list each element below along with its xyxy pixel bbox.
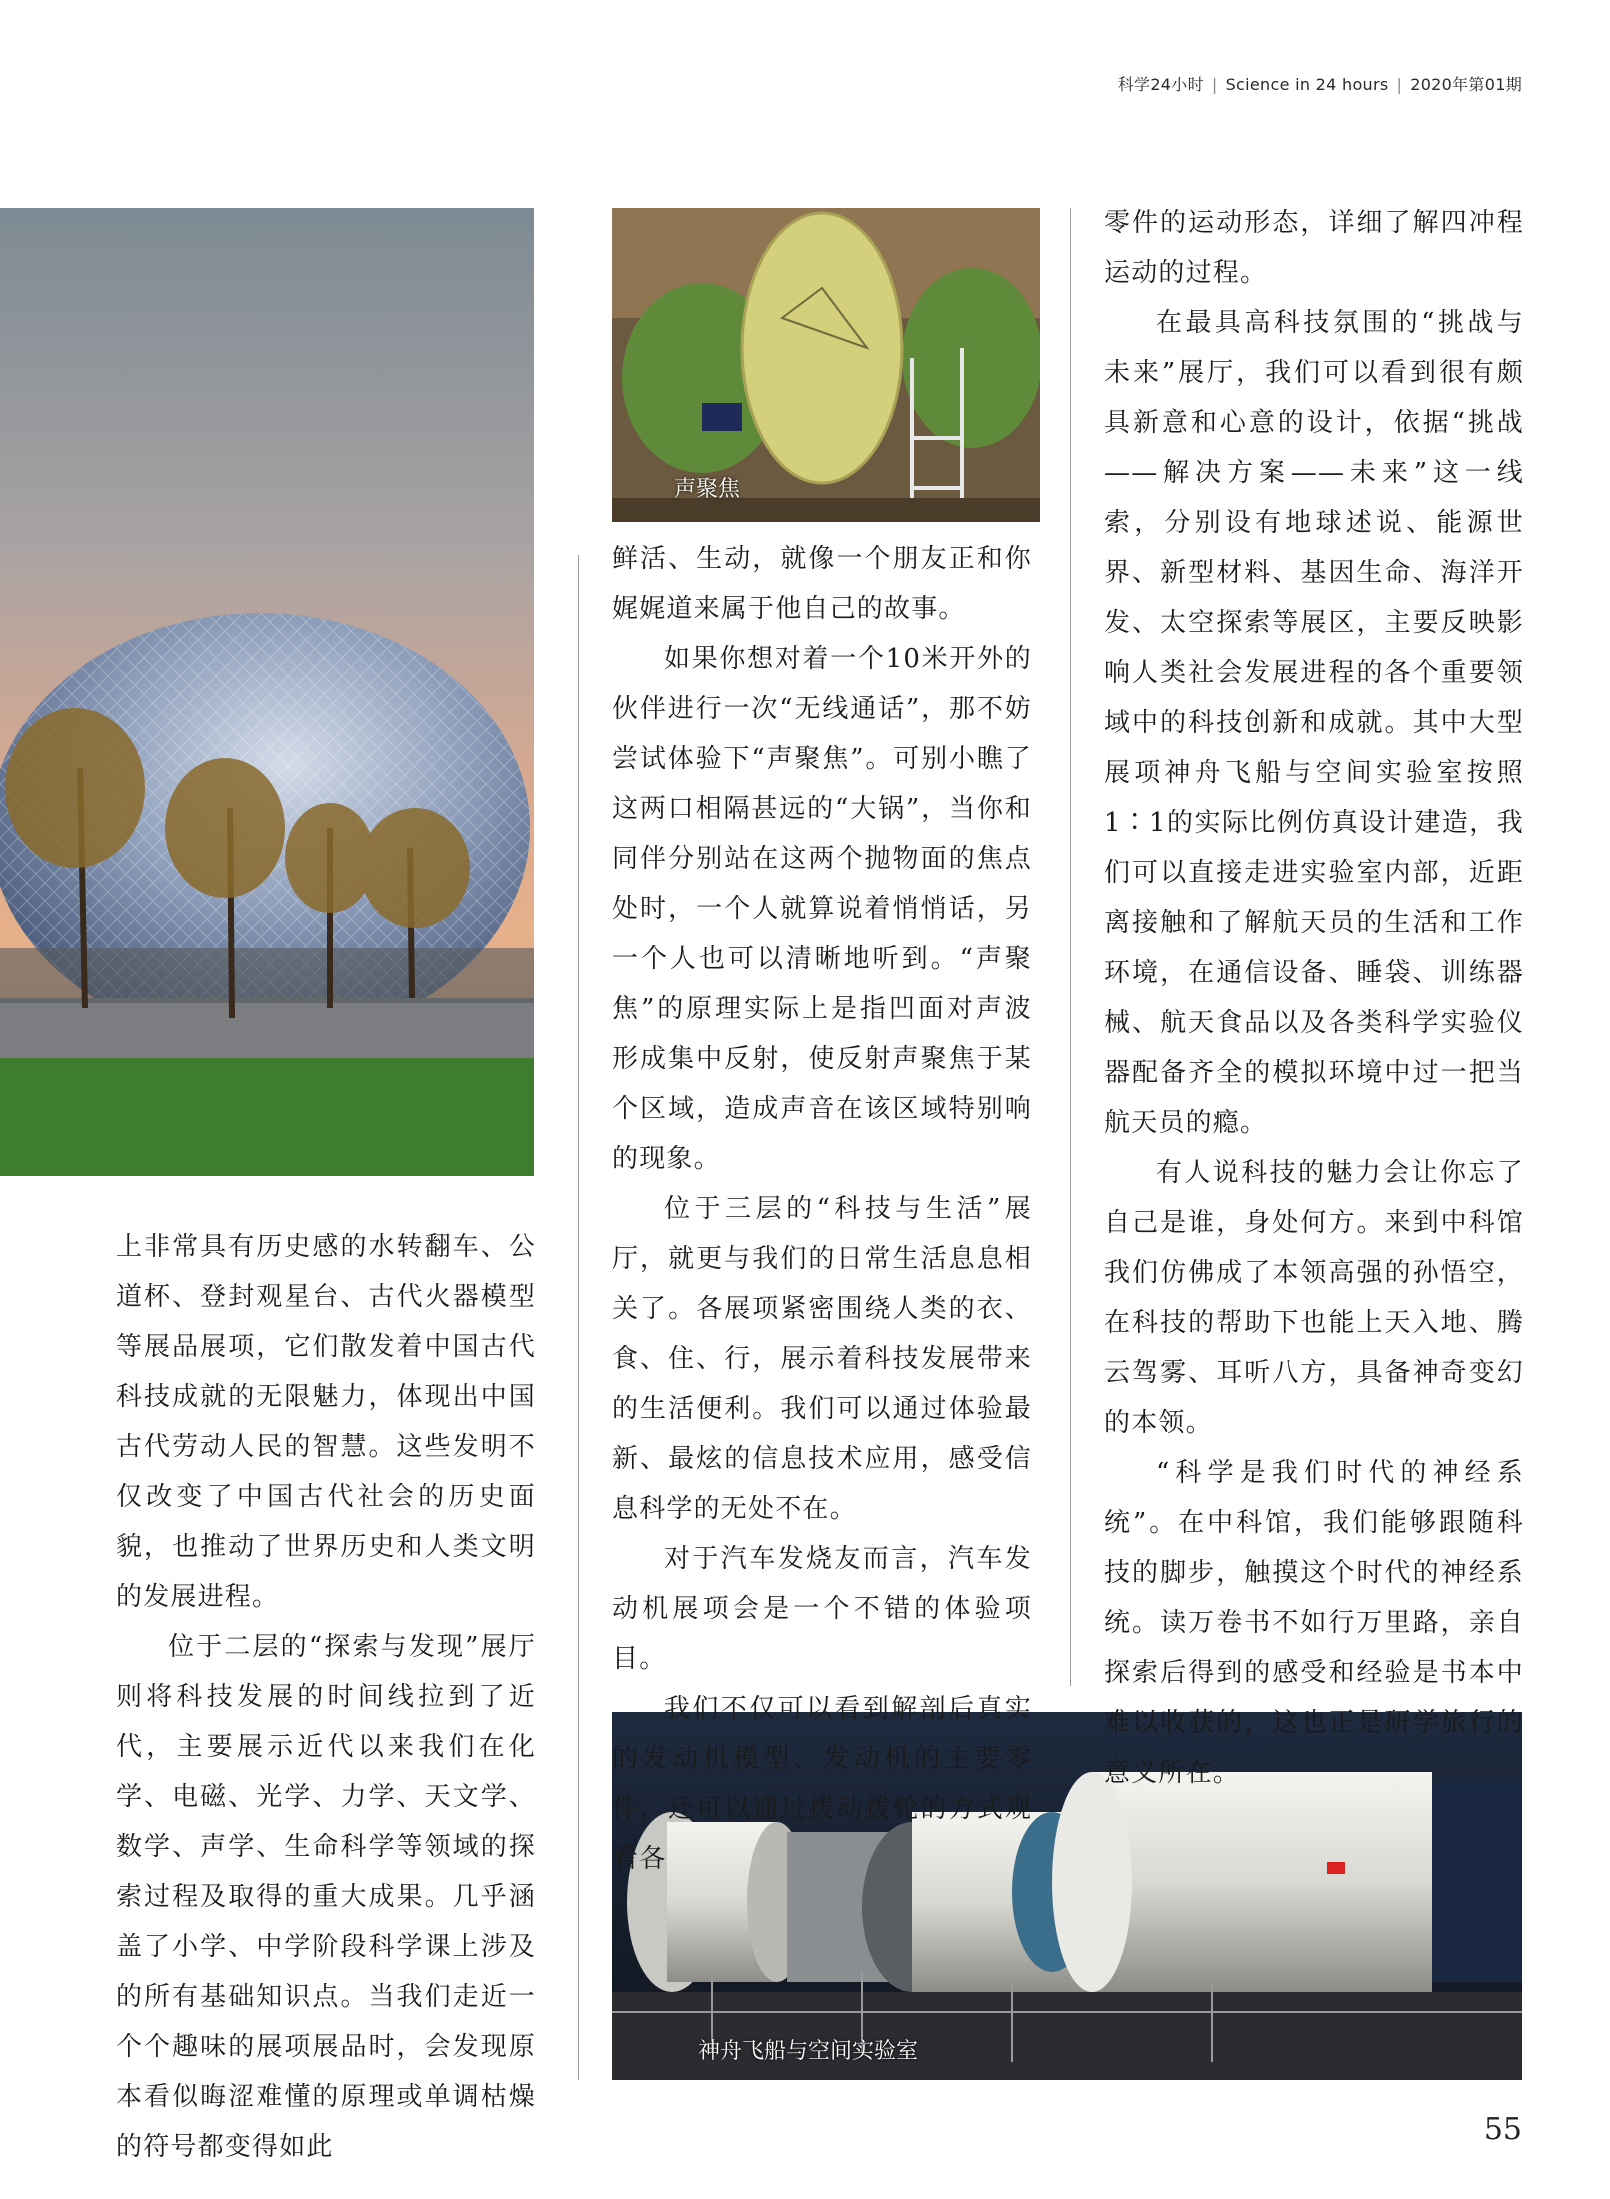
col3-paragraph: “科学是我们时代的神经系统”。在中科馆，我们能够跟随科技的脚步，触摸这个时代的神经系统。读万卷书不如行万里路，亲自探索后得到的感受和经验是书本中难以收获的，这也正是研学旅行的意义所在。 [1104, 1458, 1524, 1788]
col3-paragraph: 有人说科技的魅力会让你忘了自己是谁，身处何方。来到中科馆我们仿佛成了本领高强的孙悟空，在科技的帮助下也能上天入地、腾云驾雾、耳听八方，具备神奇变幻的本领。 [1104, 1158, 1524, 1438]
col2-paragraph: 鲜活、生动，就像一个朋友正和你娓娓道来属于他自己的故事。 [612, 544, 1032, 624]
col2-paragraph: 如果你想对着一个10米开外的伙伴进行一次“无线通话”，那不妨尝试体验下“声聚焦”。可别小瞧了这两口相隔甚远的“大锅”，当你和同伴分别站在这两个抛物面的焦点处时，一个人就算说着悄悄话，另一个人也可以清晰地听到。“声聚焦”的原理实际上是指凹面对声波形成集中反射，使反射声聚焦于某个区域，造成声音在该区域特别响的现象。 [612, 644, 1032, 1174]
column-divider-1 [578, 555, 579, 2080]
column-1 [116, 1222, 536, 2172]
page-number: 55 [1483, 2112, 1522, 2147]
running-header: 科学24小时 | Science in 24 hours | 2020年第01期 [1117, 75, 1522, 94]
journal-name: 科学24小时 [1117, 75, 1204, 94]
col1-paragraph: 位于二层的“探索与发现”展厅则将科技发展的时间线拉到了近代，主要展示近代以来我们在化学、电磁、光学、力学、天文学、数学、声学、生命科学等领域的探索过程及取得的重大成果。几乎涵盖了小学、中学阶段科学课上涉及的所有基础知识点。当我们走近一个个趣味的展项展品时，会发现原本看似晦涩难懂的原理或单调枯燥的符号都变得如此 [116, 1632, 536, 2162]
col1-paragraph: 上非常具有历史感的水转翻车、公道杯、登封观星台、古代火器模型等展品展项，它们散发着中国古代科技成就的无限魅力，体现出中国古代劳动人民的智慧。这些发明不仅改变了中国古代社会的历史面貌，也推动了世界历史和人类文明的发展进程。 [116, 1232, 536, 1612]
shenzhou-caption: 神舟飞船与空间实验室 [698, 2039, 919, 2064]
col2-paragraph: 对于汽车发烧友而言，汽车发动机展项会是一个不错的体验项目。 [612, 1544, 1032, 1674]
column-divider-2 [1070, 208, 1071, 1686]
acoustic-focus-caption: 声聚焦 [674, 477, 741, 502]
col3-paragraph: 零件的运动形态，详细了解四冲程运动的过程。 [1104, 208, 1524, 288]
col2-paragraph: 我们不仅可以看到解剖后真实的发动机模型、发动机的主要零件，还可以通过拨动拨轮的方式观看各 [612, 1694, 1032, 1874]
journal-name-en: Science in 24 hours [1225, 75, 1389, 94]
issue-number: 2020年第01期 [1410, 75, 1522, 94]
acoustic-focus-photo [612, 208, 1040, 522]
dome-photo [0, 208, 534, 1176]
col2-paragraph: 位于三层的“科技与生活”展厅，就更与我们的日常生活息息相关了。各展项紧密围绕人类的衣、食、住、行，展示着科技发展带来的生活便利。我们可以通过体验最新、最炫的信息技术应用，感受信息科学的无处不在。 [612, 1194, 1032, 1524]
column-2 [612, 534, 1032, 1884]
col3-paragraph: 在最具高科技氛围的“挑战与未来”展厅，我们可以看到很有颇具新意和心意的设计，依据“挑战——解决方案——未来”这一线索，分别设有地球述说、能源世界、新型材料、基因生命、海洋开发、太空探索等展区，主要反映影响人类社会发展进程的各个重要领域中的科技创新和成就。其中大型展项神舟飞船与空间实验室按照1∶1的实际比例仿真设计建造，我们可以直接走进实验室内部，近距离接触和了解航天员的生活和工作环境，在通信设备、睡袋、训练器械、航天食品以及各类科学实验仪器配备齐全的模拟环境中过一把当航天员的瘾。 [1104, 308, 1524, 1138]
column-3 [1104, 198, 1524, 1798]
